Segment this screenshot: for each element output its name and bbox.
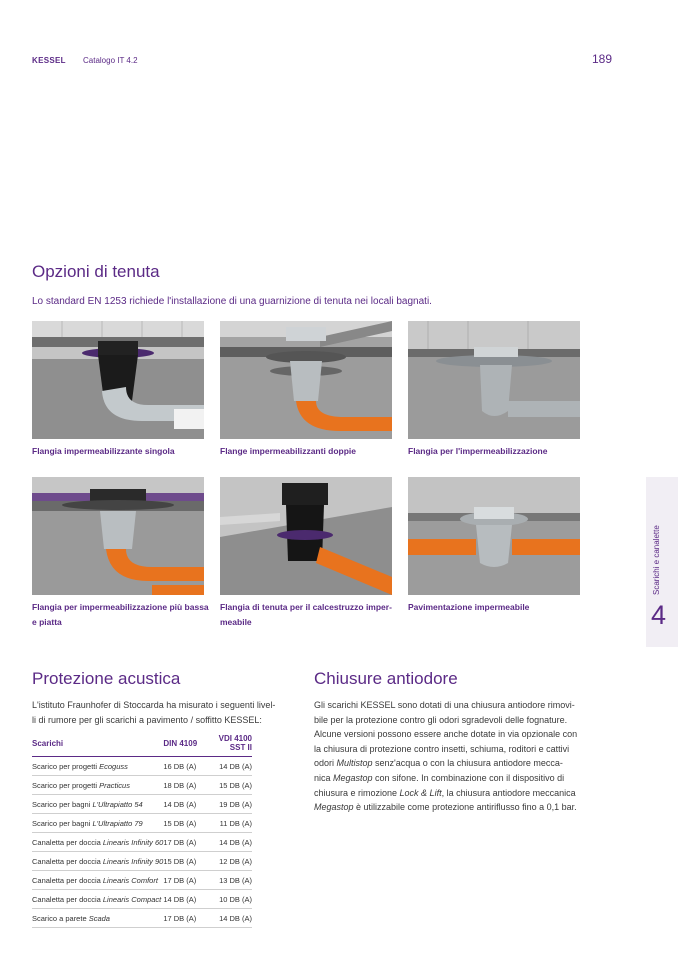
table-row bbox=[32, 833, 252, 852]
table-row bbox=[32, 890, 252, 909]
cell-prefix: Canaletta per doccia bbox=[32, 856, 103, 866]
text-line: la chiusura di protezione contro insetti, schiuma, roditori e cattivi bbox=[314, 743, 570, 754]
caption-flangia-impermeabilizzazione: Flangia per l'impermeabilizzazione bbox=[408, 446, 548, 456]
caption-line: meabile bbox=[220, 617, 252, 627]
chapter-number: 4 bbox=[651, 600, 667, 630]
text-run: chiusura e rimozione bbox=[314, 787, 400, 798]
cell-din: 17 DB (A) bbox=[163, 909, 213, 928]
text-line bbox=[314, 788, 576, 798]
table-row bbox=[32, 814, 252, 833]
cell-scarico bbox=[32, 852, 163, 871]
cell-vdi: 14 DB (A) bbox=[213, 909, 252, 928]
cell-din: 14 DB (A) bbox=[163, 890, 213, 909]
acustica-table bbox=[32, 734, 252, 928]
cell-prefix: Scarico per progetti bbox=[32, 780, 100, 790]
table-row bbox=[32, 795, 252, 814]
cell-scarico bbox=[32, 776, 163, 795]
table-header-row bbox=[32, 734, 252, 757]
text-line: Alcune versioni possono essere anche dotate in via opzionale con bbox=[314, 729, 578, 740]
cell-product: Practicus bbox=[99, 780, 130, 790]
table-row bbox=[32, 871, 252, 890]
cell-din: 17 DB (A) bbox=[163, 871, 213, 890]
cell-vdi: 14 DB (A) bbox=[213, 757, 252, 776]
text-line: Gli scarichi KESSEL sono dotati di una chiusura antiodore rimovi- bbox=[314, 700, 575, 710]
section-title-acustica: Protezione acustica bbox=[32, 669, 181, 688]
cell-prefix: Scarico per bagni bbox=[32, 799, 93, 809]
text-run: , la chiusura antiodore meccanica bbox=[441, 787, 576, 798]
page-number: 189 bbox=[592, 52, 613, 66]
caption-line: Flangia di tenuta per il calcestruzzo imper- bbox=[220, 602, 392, 612]
col-header-din: DIN 4109 bbox=[163, 734, 213, 757]
col-header-scarichi: Scarichi bbox=[32, 734, 163, 757]
cell-product: L'Ultrapiatto 79 bbox=[92, 818, 143, 828]
text-line bbox=[314, 773, 564, 783]
cell-scarico bbox=[32, 757, 163, 776]
cell-product: L'Ultrapiatto 54 bbox=[92, 799, 143, 809]
cell-din: 14 DB (A) bbox=[163, 795, 213, 814]
table-row bbox=[32, 757, 252, 776]
cell-product: Linearis Infinity 60 bbox=[102, 837, 164, 847]
cell-prefix: Canaletta per doccia bbox=[32, 837, 103, 847]
antiodore-text bbox=[314, 698, 604, 815]
caption-flangia-singola: Flangia impermeabilizzante singola bbox=[32, 446, 175, 456]
cell-product: Linearis Comfort bbox=[102, 875, 158, 885]
cell-scarico bbox=[32, 871, 163, 890]
cell-din: 15 DB (A) bbox=[163, 814, 213, 833]
cell-scarico bbox=[32, 890, 163, 909]
table-row bbox=[32, 776, 252, 795]
cell-product: Ecoguss bbox=[99, 761, 128, 771]
section-title-antiodore: Chiusure antiodore bbox=[314, 669, 458, 688]
cell-scarico bbox=[32, 833, 163, 852]
cell-product: Scada bbox=[88, 913, 110, 923]
tenuta-intro: Lo standard EN 1253 richiede l'installazione di una guarnizione di tenuta nei locali bagnati. bbox=[32, 296, 432, 307]
text-line bbox=[314, 802, 577, 812]
col-header-vdi: VDI 4100 SST II bbox=[213, 734, 252, 757]
cell-prefix: Canaletta per doccia bbox=[32, 875, 103, 885]
text-line bbox=[314, 758, 563, 768]
chapter-label: Scarichi e canalette bbox=[652, 525, 661, 595]
cell-prefix: Scarico a parete bbox=[32, 913, 89, 923]
cell-prefix: Scarico per progetti bbox=[32, 761, 100, 771]
brand-name: KESSEL bbox=[32, 56, 66, 65]
table-row bbox=[32, 909, 252, 928]
cell-vdi: 10 DB (A) bbox=[213, 890, 252, 909]
cell-vdi: 13 DB (A) bbox=[213, 871, 252, 890]
cell-din: 18 DB (A) bbox=[163, 776, 213, 795]
cell-product: Linearis Compact bbox=[102, 894, 162, 904]
text-run: senz'acqua o con la chiusura antiodore mecca- bbox=[372, 758, 563, 769]
caption-line: e piatta bbox=[32, 617, 62, 627]
text-run: nica bbox=[314, 772, 334, 783]
caption-line: Flangia per impermeabilizzazione più bassa bbox=[32, 602, 209, 612]
caption-flange-doppie: Flange impermeabilizzanti doppie bbox=[220, 446, 357, 456]
photo-flangia-singola bbox=[32, 321, 204, 439]
product-name: Multistop bbox=[336, 758, 373, 769]
cell-vdi: 11 DB (A) bbox=[213, 814, 252, 833]
catalog-label: Catalogo IT 4.2 bbox=[83, 56, 138, 65]
text-run: odori bbox=[314, 758, 337, 769]
photo-flange-doppie bbox=[220, 321, 392, 439]
cell-vdi: 15 DB (A) bbox=[213, 776, 252, 795]
text-line: bile per la protezione contro gli odori sgradevoli delle fognature. bbox=[314, 714, 568, 725]
product-name: Lock & Lift bbox=[399, 787, 442, 798]
text-run: con sifone. In combinazione con il dispositivo di bbox=[372, 772, 565, 783]
cell-vdi: 19 DB (A) bbox=[213, 795, 252, 814]
cell-scarico bbox=[32, 909, 163, 928]
photo-pavimentazione-impermeabile bbox=[408, 477, 580, 595]
cell-vdi: 14 DB (A) bbox=[213, 833, 252, 852]
acustica-intro-line: li di rumore per gli scarichi a pavimento / soffitto KESSEL: bbox=[32, 714, 262, 725]
photo-flangia-impermeabilizzazione bbox=[408, 321, 580, 439]
product-name: Megastop bbox=[314, 802, 354, 813]
photo-flangia-calcestruzzo bbox=[220, 477, 392, 595]
table-body bbox=[32, 757, 252, 928]
product-name: Megastop bbox=[333, 772, 373, 783]
photo-flangia-bassa-piatta bbox=[32, 477, 204, 595]
cell-din: 16 DB (A) bbox=[163, 757, 213, 776]
caption-flangia-calcestruzzo bbox=[220, 600, 398, 630]
table-row bbox=[32, 852, 252, 871]
acustica-intro bbox=[32, 698, 302, 727]
cell-prefix: Canaletta per doccia bbox=[32, 894, 103, 904]
acustica-intro-line: L'istituto Fraunhofer di Stoccarda ha misurato i seguenti livel- bbox=[32, 700, 276, 710]
cell-vdi: 12 DB (A) bbox=[213, 852, 252, 871]
cell-din: 17 DB (A) bbox=[163, 833, 213, 852]
caption-flangia-bassa-piatta bbox=[32, 600, 210, 630]
cell-din: 15 DB (A) bbox=[163, 852, 213, 871]
text-run: è utilizzabile come protezione antiriflusso fino a 0,1 bar. bbox=[353, 802, 577, 813]
cell-product: Linearis Infinity 90 bbox=[102, 856, 164, 866]
caption-pavimentazione-impermeabile: Pavimentazione impermeabile bbox=[408, 602, 530, 612]
cell-scarico bbox=[32, 814, 163, 833]
section-title-tenuta: Opzioni di tenuta bbox=[32, 262, 160, 281]
cell-scarico bbox=[32, 795, 163, 814]
cell-prefix: Scarico per bagni bbox=[32, 818, 93, 828]
